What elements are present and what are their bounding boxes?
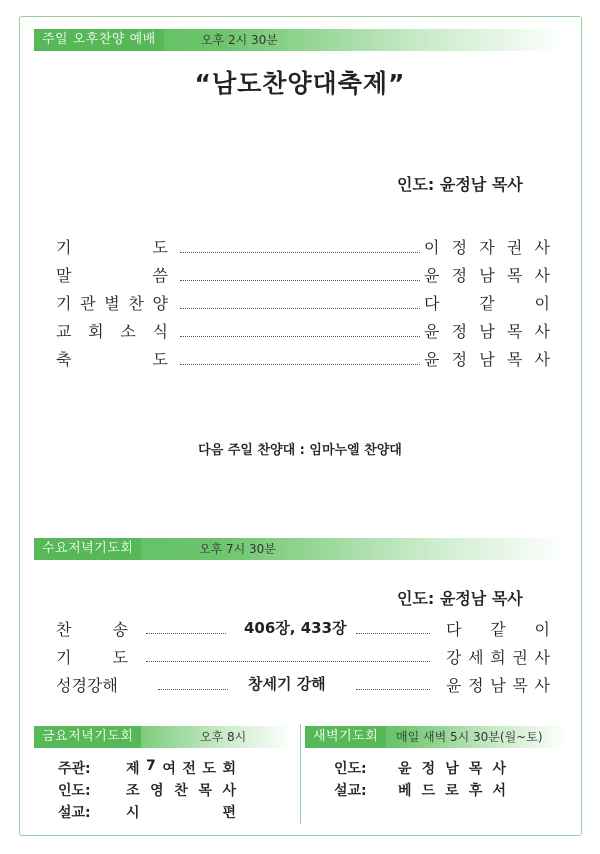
char: 권 (512, 648, 528, 667)
char: 사 (534, 648, 550, 667)
sunday-item-right-0 (424, 235, 550, 258)
dawn-time: 매일 새벽 5시 30분(월~토) (396, 730, 543, 744)
dawn-key-0: 인도: (334, 761, 367, 777)
char: 이 (534, 620, 550, 639)
char: 정 (468, 676, 484, 695)
leader-dots (180, 280, 420, 281)
char: 베 (398, 783, 412, 799)
leader-dots (180, 364, 420, 365)
char: 회 (222, 761, 236, 777)
char: 목 (506, 322, 523, 341)
column-divider (300, 724, 301, 824)
wednesday-item-middle-0: 406장, 433장 (244, 619, 347, 637)
leader-dots (180, 336, 420, 337)
sunday-item-right-3 (424, 319, 550, 342)
wednesday-item-right-0 (446, 617, 550, 640)
friday-value-2 (126, 802, 236, 822)
friday-key-0: 주관: (58, 761, 91, 777)
leader-dots (158, 689, 228, 690)
char: 기 (56, 294, 72, 313)
char: 정 (451, 322, 468, 341)
wednesday-item-left-0 (56, 617, 128, 640)
char: 세 (468, 648, 484, 667)
sunday-leader: 인도: 윤정남 목사 (397, 175, 523, 194)
dawn-key-1: 설교: (334, 783, 367, 799)
char: 7 (146, 758, 156, 774)
char: 축 (56, 350, 72, 369)
dawn-value-1 (398, 780, 506, 800)
char: 희 (490, 648, 506, 667)
char: 전 (182, 761, 196, 777)
char: 소 (120, 322, 136, 341)
sunday-time: 오후 2시 30분 (201, 33, 278, 47)
char: 사 (534, 322, 550, 341)
char: 로 (445, 783, 459, 799)
char: 정 (421, 761, 436, 777)
char: 송 (112, 620, 128, 639)
char: 남 (479, 266, 495, 285)
sunday-label: 주일 오후찬양 예배 (34, 29, 164, 51)
char: 교 (56, 322, 72, 341)
char: 조 (126, 783, 140, 799)
char: 윤 (424, 266, 440, 285)
char: 도 (112, 648, 128, 667)
char: 정 (451, 238, 468, 257)
char: 사 (534, 350, 550, 369)
char: 목 (198, 783, 212, 799)
char: 같 (490, 620, 506, 639)
char: 정 (451, 350, 468, 369)
char: 도 (152, 350, 168, 369)
char: 목 (468, 761, 483, 777)
leader-dots (146, 661, 430, 662)
char: 다 (446, 620, 462, 639)
char: 목 (506, 266, 523, 285)
char: 윤 (424, 322, 440, 341)
char: 편 (222, 805, 236, 821)
friday-key-1: 인도: (58, 783, 91, 799)
char: 윤 (424, 350, 440, 369)
sunday-item-right-2 (424, 291, 550, 314)
char: 기 (56, 238, 72, 257)
char: 씀 (152, 266, 168, 285)
leader-dots (356, 633, 430, 634)
wednesday-item-left-1 (56, 645, 128, 668)
sunday-title: “남도찬양대축제” (194, 69, 406, 98)
sunday-item-right-4 (424, 347, 550, 370)
char: 남 (490, 676, 506, 695)
char: 사 (492, 761, 506, 777)
wednesday-item-right-1 (446, 645, 550, 668)
char: 이 (534, 294, 550, 313)
leader-dots (146, 633, 226, 634)
friday-time: 오후 8시 (200, 730, 247, 744)
sunday-item-left-0 (56, 235, 168, 258)
sunday-item-left-4 (56, 347, 168, 370)
leader-dots (356, 689, 430, 690)
sunday-item-left-2 (56, 291, 168, 314)
char: 남 (445, 761, 459, 777)
sunday-item-left-1 (56, 263, 168, 286)
next-choir-notice: 다음 주일 찬양대 : 임마누엘 찬양대 (198, 443, 402, 458)
char: 기 (56, 648, 72, 667)
wednesday-label: 수요저녁기도회 (34, 538, 141, 560)
char: 도 (152, 238, 168, 257)
char: 양 (152, 294, 168, 313)
char: 드 (421, 783, 436, 799)
char: 제 (126, 761, 140, 777)
char: 이 (424, 238, 440, 257)
char: 찬 (56, 620, 72, 639)
char: 윤 (398, 761, 412, 777)
char: 사 (222, 783, 236, 799)
char: 찬 (174, 783, 188, 799)
sunday-item-left-3 (56, 319, 168, 342)
char: 다 (424, 294, 440, 313)
leader-dots (180, 252, 420, 253)
char: 여 (162, 761, 176, 777)
char: 사 (534, 238, 550, 257)
wednesday-item-right-2 (446, 673, 550, 696)
friday-label: 금요저녁기도회 (34, 726, 141, 748)
bulletin-frame (19, 16, 582, 836)
char: 후 (468, 783, 483, 799)
char: 찬 (128, 294, 144, 313)
char: 관 (80, 294, 96, 313)
dawn-label: 새벽기도회 (305, 726, 386, 748)
char: 식 (152, 322, 168, 341)
dawn-value-0 (398, 758, 506, 778)
char: 서 (492, 783, 506, 799)
char: 목 (512, 676, 528, 695)
char: 별 (104, 294, 120, 313)
char: 사 (534, 676, 550, 695)
char: 정 (451, 266, 468, 285)
char: 같 (479, 294, 495, 313)
char: 영 (150, 783, 164, 799)
char: 자 (479, 238, 495, 257)
friday-value-0 (126, 758, 236, 778)
char: 강 (446, 648, 462, 667)
wednesday-item-middle-2: 창세기 강해 (248, 675, 326, 693)
wednesday-item-left-2: 성경강해 (56, 676, 118, 695)
sunday-item-right-1 (424, 263, 550, 286)
char: 남 (479, 350, 495, 369)
char: 윤 (446, 676, 462, 695)
friday-value-1 (126, 780, 236, 800)
char: 회 (88, 322, 104, 341)
leader-dots (180, 308, 420, 309)
wednesday-time: 오후 7시 30분 (199, 542, 276, 556)
char: 말 (56, 266, 72, 285)
char: 목 (506, 350, 523, 369)
friday-key-2: 설교: (58, 805, 91, 821)
char: 남 (479, 322, 495, 341)
char: 사 (534, 266, 550, 285)
char: 권 (506, 238, 523, 257)
char: 시 (126, 805, 140, 821)
wednesday-leader: 인도: 윤정남 목사 (397, 589, 523, 608)
char: 도 (202, 761, 216, 777)
